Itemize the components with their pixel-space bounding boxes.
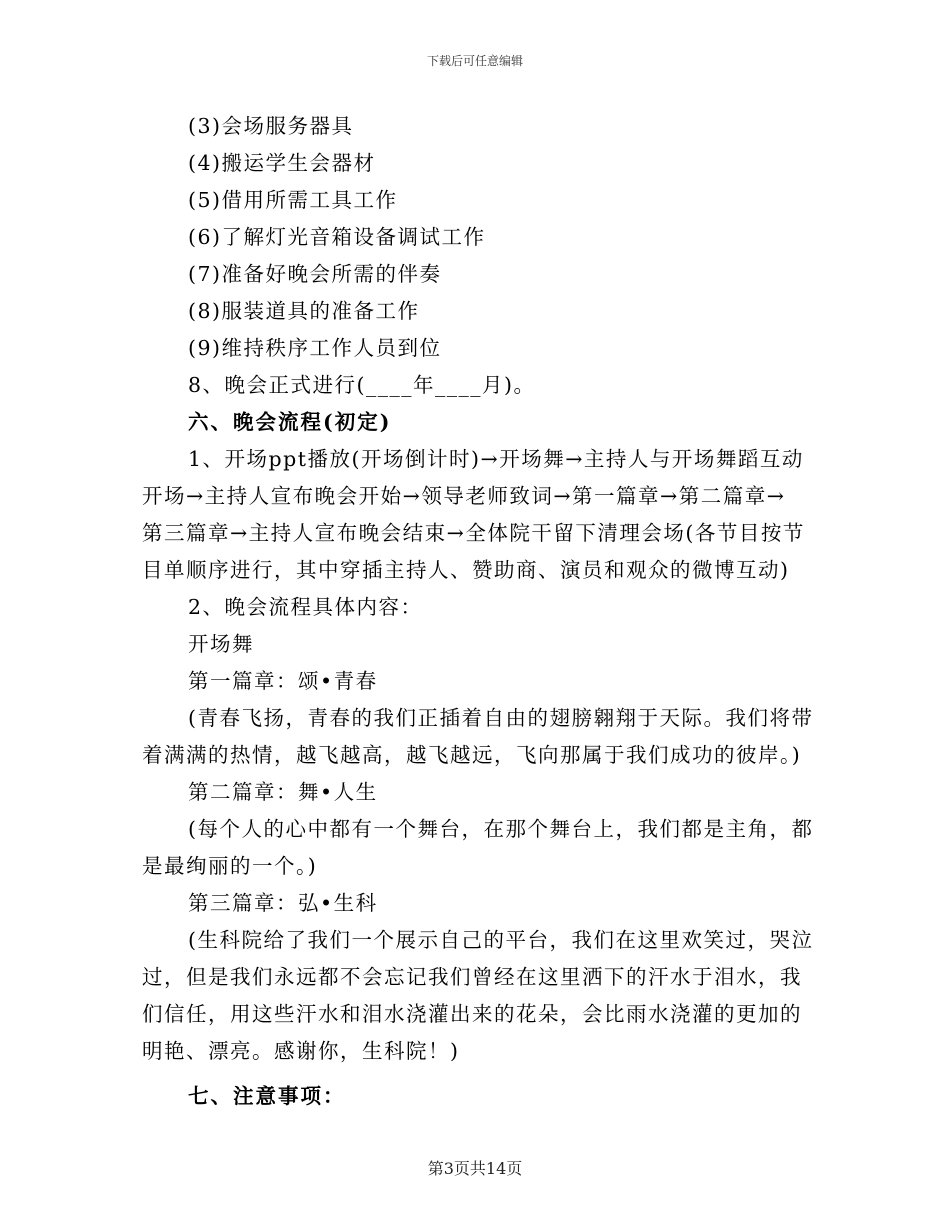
paragraph-line: 是最绚丽的一个。)	[142, 854, 318, 878]
paragraph-line: 目单顺序进行，其中穿插主持人、赞助商、演员和观众的微博互动)	[142, 558, 790, 582]
paragraph-line: 着满满的热情，越飞越高，越飞越远，飞向那属于我们成功的彼岸。)	[142, 743, 802, 767]
paragraph-line: 过，但是我们永远都不会忘记我们曾经在这里洒下的汗水于泪水，我	[142, 965, 802, 989]
document-body	[142, 108, 812, 1115]
paragraph-line: (每个人的心中都有一个舞台，在那个舞台上，我们都是主角，都	[188, 817, 814, 841]
list-item: (5)借用所需工具工作	[188, 188, 398, 212]
chapter-title: 第三篇章：弘•生科	[188, 891, 378, 915]
paragraph-line: 2、晚会流程具体内容：	[188, 595, 423, 619]
list-item: 8、晚会正式进行(____年____月)。	[188, 373, 536, 397]
paragraph-line: 1、开场ppt播放(开场倒计时)→开场舞→主持人与开场舞蹈互动	[188, 447, 804, 471]
paragraph-line: (生科院给了我们一个展示自己的平台，我们在这里欢笑过，哭泣	[188, 928, 814, 952]
list-item: (7)准备好晚会所需的伴奏	[188, 262, 442, 286]
paragraph-line: (青春飞扬，青春的我们正插着自由的翅膀翱翔于天际。我们将带	[188, 706, 814, 730]
chapter-title: 第一篇章：颂•青春	[188, 669, 378, 693]
list-item: (6)了解灯光音箱设备调试工作	[188, 225, 486, 249]
chapter-title: 第二篇章：舞•人生	[188, 780, 378, 804]
list-item: (3)会场服务器具	[188, 114, 354, 138]
list-item: (9)维持秩序工作人员到位	[188, 336, 442, 360]
paragraph-line: 明艳、漂亮。感谢你，生科院！)	[142, 1039, 460, 1063]
list-item: (4)搬运学生会器材	[188, 151, 376, 175]
paragraph-line: 开场→主持人宣布晚会开始→领导老师致词→第一篇章→第二篇章→	[142, 484, 786, 508]
paragraph-line: 开场舞	[188, 632, 254, 656]
list-item: (8)服装道具的准备工作	[188, 299, 420, 323]
paragraph-line: 们信任，用这些汗水和泪水浇灌出来的花朵，会比雨水浇灌的更加的	[142, 1002, 802, 1026]
paragraph-line: 第三篇章→主持人宣布晚会结束→全体院干留下清理会场(各节目按节	[142, 521, 805, 545]
section-heading: 六、晚会流程(初定)	[188, 410, 392, 434]
page-header-note: 下载后可任意编辑	[426, 54, 523, 68]
page-number: 第3页共14页	[427, 1159, 523, 1178]
section-heading: 七、注意事项：	[188, 1084, 346, 1108]
